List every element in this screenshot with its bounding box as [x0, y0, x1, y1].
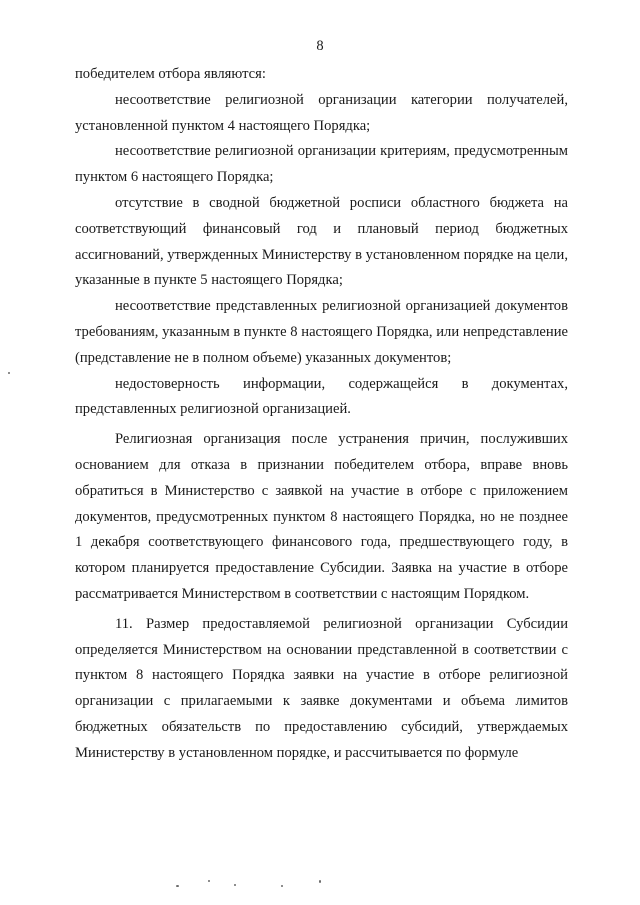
scan-speck — [176, 885, 179, 887]
paragraph-unreliable-info: недостоверность информации, содержащейся в документах, представленных религиозной организацией. — [75, 375, 568, 418]
scan-speck — [281, 885, 283, 887]
scan-speck — [8, 372, 10, 374]
scan-speck — [319, 880, 321, 883]
document-body — [75, 62, 568, 767]
paragraph-criteria-mismatch: несоответствие религиозной организации критериям, предусмотренным пунктом 6 настоящего Порядка; — [75, 143, 568, 186]
scan-speck — [234, 884, 236, 886]
paragraph-no-budget: отсутствие в сводной бюджетной росписи областного бюджета на соответствующий финансовый год и плановый период бюджетных ассигнований, утвержденных Министерству в установленном порядке на цели, указанные в пункте 5 настоящего Порядка; — [75, 194, 568, 289]
paragraph-reapplication: Религиозная организация после устранения причин, послуживших основанием для отказа в признании победителем отбора, вправе вновь обратиться в Министерство с заявкой на участие в отборе с приложением документов, предусмотренных пунктом 8 настоящего Порядка, но не позднее 1 декабря соответствующего финансового года, предшествующего году, в котором планируется предоставление Субсидии. Заявка на участие в отборе рассматривается Министерством в соответствии с настоящим Порядком. — [75, 431, 568, 602]
paragraph-intro: победителем отбора являются: — [75, 66, 266, 82]
scan-speck — [208, 880, 210, 882]
paragraph-category-mismatch: несоответствие религиозной организации категории получателей, установленной пунктом 4 настоящего Порядка; — [75, 91, 568, 134]
paragraph-subsidy-amount: 11. Размер предоставляемой религиозной организации Субсидии определяется Министерством на основании представленной в соответствии с пунктом 8 настоящего Порядка заявки на участие в отборе религиозной организации с прилагаемыми к заявке документами и объема лимитов бюджетных обязательств по предоставлению субсидий, утверждаемых Министерству в установленном порядке, и рассчитывается по формуле — [75, 615, 568, 761]
paragraph-documents-mismatch: несоответствие представленных религиозной организацией документов требованиям, указанным в пункте 8 настоящего Порядка, или непредставление (представление не в полном объеме) указанных документов; — [75, 298, 568, 366]
page-number: 8 — [316, 38, 324, 54]
